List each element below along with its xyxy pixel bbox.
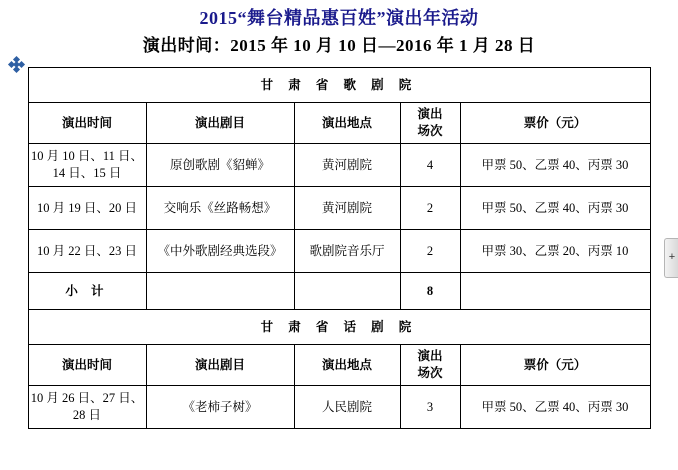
column-header-count-line1: 演出 (417, 107, 443, 121)
page-title: 2015“舞台精品惠百姓”演出年活动 (199, 8, 479, 28)
table-header-row (28, 345, 650, 386)
subtotal-blank-price (460, 273, 650, 310)
column-header-venue: 演出地点 (294, 103, 400, 144)
column-header-count (400, 103, 460, 144)
table-row (28, 187, 650, 230)
cell-price: 甲票 50、乙票 40、丙票 30 (460, 187, 650, 230)
cell-program: 交响乐《丝路畅想》 (146, 187, 294, 230)
subtotal-label: 小 计 (28, 273, 146, 310)
page-anchor-icon (9, 57, 25, 73)
cell-venue: 人民剧院 (294, 386, 400, 429)
cell-time: 10 月 26 日、27 日、28 日 (28, 386, 146, 429)
table-row (28, 230, 650, 273)
performance-schedule-table (28, 67, 651, 429)
table-row (28, 386, 650, 429)
cell-program: 《中外歌剧经典选段》 (146, 230, 294, 273)
cell-time: 10 月 22 日、23 日 (28, 230, 146, 273)
cell-count: 2 (400, 187, 460, 230)
cell-program: 原创歌剧《貂蝉》 (146, 144, 294, 187)
cell-price: 甲票 30、乙票 20、丙票 10 (460, 230, 650, 273)
scroll-side-tab[interactable] (664, 238, 678, 278)
subtotal-count: 8 (400, 273, 460, 310)
column-header-price: 票价（元） (460, 103, 650, 144)
column-header-time: 演出时间 (28, 103, 146, 144)
page-subtitle: 演出时间：2015 年 10 月 10 日—2016 年 1 月 28 日 (142, 36, 536, 55)
column-header-count-line1: 演出 (417, 349, 443, 363)
cell-price: 甲票 50、乙票 40、丙票 30 (460, 144, 650, 187)
column-header-venue: 演出地点 (294, 345, 400, 386)
table-row (28, 68, 650, 103)
cell-venue: 黄河剧院 (294, 144, 400, 187)
subtotal-blank-venue (294, 273, 400, 310)
table-row (28, 144, 650, 187)
cell-count: 4 (400, 144, 460, 187)
cell-program: 《老柿子树》 (146, 386, 294, 429)
column-header-program: 演出剧目 (146, 345, 294, 386)
cell-count: 2 (400, 230, 460, 273)
column-header-count (400, 345, 460, 386)
cell-time: 10 月 10 日、11 日、14 日、15 日 (28, 144, 146, 187)
column-header-count-line2: 场次 (417, 124, 443, 138)
cell-price: 甲票 50、乙票 40、丙票 30 (460, 386, 650, 429)
column-header-program: 演出剧目 (146, 103, 294, 144)
subtotal-blank-program (146, 273, 294, 310)
cell-time: 10 月 19 日、20 日 (28, 187, 146, 230)
section-heading-drama: 甘 肃 省 话 剧 院 (28, 310, 650, 345)
plus-icon: + (668, 251, 676, 263)
column-header-price: 票价（元） (460, 345, 650, 386)
cell-venue: 黄河剧院 (294, 187, 400, 230)
cell-count: 3 (400, 386, 460, 429)
table-header-row (28, 103, 650, 144)
column-header-count-line2: 场次 (417, 366, 443, 380)
cell-venue: 歌剧院音乐厅 (294, 230, 400, 273)
section-heading-opera: 甘 肃 省 歌 剧 院 (28, 68, 650, 103)
table-subtotal-row (28, 273, 650, 310)
column-header-time: 演出时间 (28, 345, 146, 386)
table-row (28, 310, 650, 345)
